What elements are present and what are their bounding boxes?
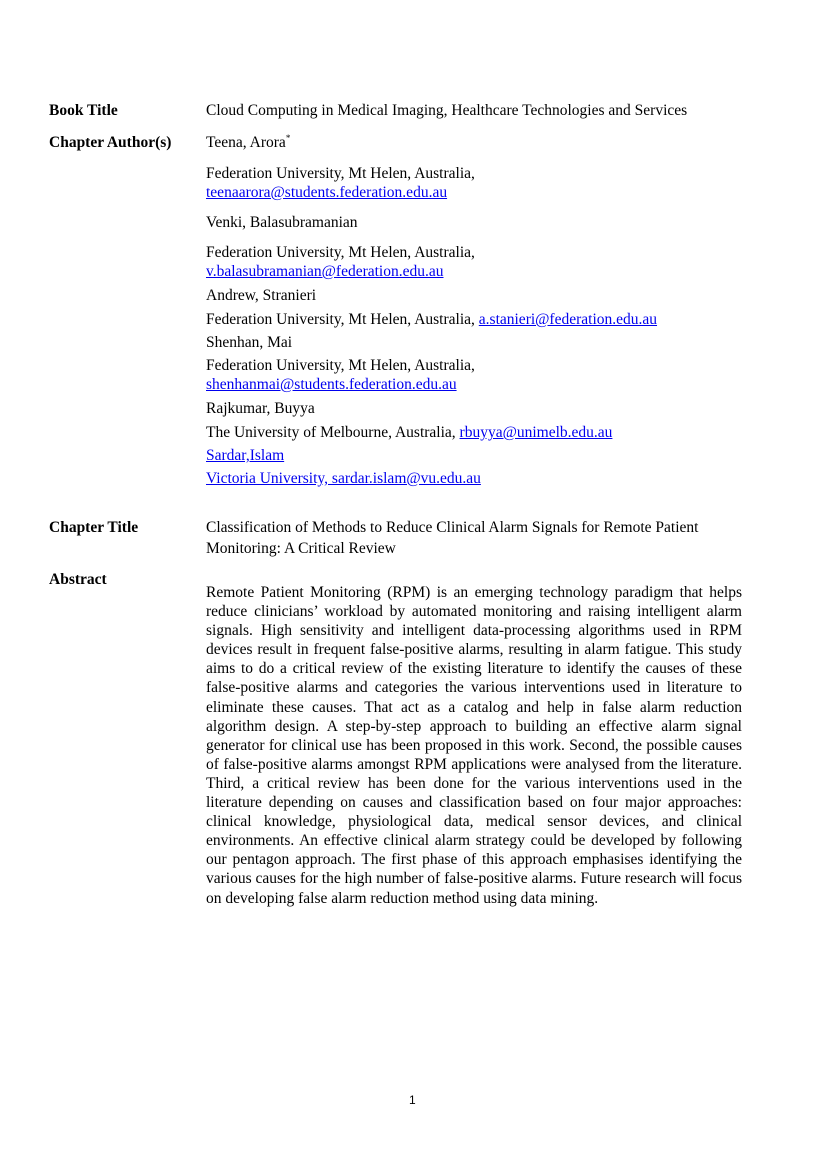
author-6-name[interactable] (206, 446, 746, 465)
chapter-title-line-2: Monitoring: A Critical Review (206, 540, 396, 557)
author-5-affiliation-text: The University of Melbourne, Australia, (206, 424, 456, 441)
book-title-label: Book Title (49, 102, 118, 119)
author-6-affiliation-link[interactable]: Victoria University, sardar.islam@vu.edu.au (206, 470, 481, 487)
author-1-email-link[interactable]: teenaarora@students.federation.edu.au (206, 184, 448, 201)
page-number: 1 (409, 1093, 416, 1107)
author-3-affiliation-text: Federation University, Mt Helen, Australia, (206, 311, 475, 328)
author-3-name: Andrew, Stranieri (206, 287, 317, 304)
chapter-authors-label: Chapter Author(s) (49, 134, 172, 151)
book-title-value: Cloud Computing in Medical Imaging, Healthcare Technologies and Services (206, 102, 688, 119)
author-6-affiliation[interactable] (206, 469, 746, 488)
author-2-email[interactable] (206, 262, 746, 281)
author-1-name (206, 133, 746, 152)
abstract-label: Abstract (49, 571, 107, 588)
chapter-title-label: Chapter Title (49, 519, 139, 536)
author-2-email-link[interactable]: v.balasubramanian@federation.edu.au (206, 263, 444, 280)
author-6-name-link[interactable]: Sardar,Islam (206, 447, 285, 464)
author-5-email-link[interactable]: rbuyya@unimelb.edu.au (459, 424, 613, 441)
author-1-affiliation: Federation University, Mt Helen, Australia, (206, 165, 475, 182)
author-1-email[interactable] (206, 183, 746, 202)
abstract-body: Remote Patient Monitoring (RPM) is an emerging technology paradigm that helps reduce clinicians’ workload by automated monitoring and raising intelligent alarm signals. High sensitivity and intelligent data-processing algorithms used in RPM devices result in frequent false-positive alarms, resulting in alarm fatigue. This study aims to do a critical review of the existing literature to identify the causes of these false-positive alarms and categories the various interventions used in literature to eliminate these causes. That act as a catalog and help in false alarm reduction algorithm design. A step-by-step approach to building an effective alarm signal generator for clinical use has been proposed in this work. Second, the possible causes of false-positive alarms amongst RPM applications were analysed from the literature. Third, a critical review has been done for the various interventions used in the literature depending on causes and classification based on four major approaches: clinical knowledge, physiological data, medical sensor devices, and clinical environments. An effective clinical alarm strategy could be developed by following our pentagon approach. The first phase of this approach emphasises identifying the various causes for the high number of false-positive alarms. Future research will focus on developing false alarm reduction method using data mining. (206, 584, 742, 907)
author-5-name: Rajkumar, Buyya (206, 400, 315, 417)
author-4-email-link[interactable]: shenhanmai@students.federation.edu.au (206, 376, 457, 393)
author-2-affiliation: Federation University, Mt Helen, Australia, (206, 244, 475, 261)
author-4-name: Shenhan, Mai (206, 334, 293, 351)
author-3-affiliation (206, 310, 746, 329)
corresponding-author-mark: * (285, 132, 291, 143)
author-3-email-link[interactable]: a.stanieri@federation.edu.au (478, 311, 658, 328)
author-2-name: Venki, Balasubramanian (206, 214, 358, 231)
author-1-name-text: Teena, Arora (206, 134, 286, 151)
author-4-affiliation: Federation University, Mt Helen, Australia, (206, 357, 475, 374)
author-5-affiliation (206, 423, 746, 442)
chapter-title-line-1: Classification of Methods to Reduce Clinical Alarm Signals for Remote Patient (206, 519, 699, 536)
author-4-email[interactable] (206, 375, 746, 394)
